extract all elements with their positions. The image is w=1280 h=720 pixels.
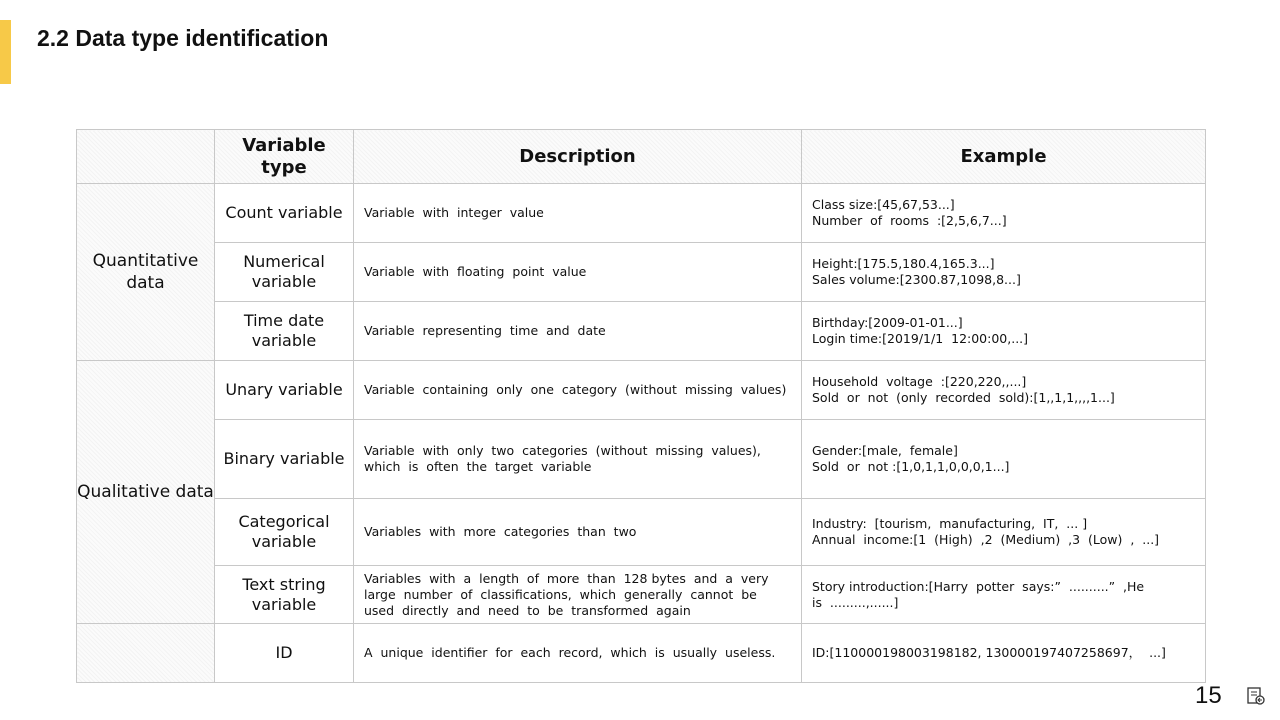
- table-row: [77, 420, 1206, 499]
- accent-bar: [0, 20, 11, 84]
- example-line: Gender:[male, female]: [812, 443, 958, 458]
- example-line: Class size:[45,67,53...]: [812, 197, 955, 212]
- description-cell: Variable with integer value: [354, 184, 802, 243]
- header-variable-type: Variable type: [215, 130, 354, 184]
- variable-type-cell: Time date variable: [215, 302, 354, 361]
- variable-type-cell: ID: [215, 624, 354, 683]
- example-cell: [802, 499, 1206, 566]
- variable-type-cell: Count variable: [215, 184, 354, 243]
- table-row: [77, 624, 1206, 683]
- group-cell: Qualitative data: [77, 361, 215, 624]
- description-cell: Variables with more categories than two: [354, 499, 802, 566]
- header-row: [77, 130, 1206, 184]
- example-cell: [802, 302, 1206, 361]
- example-cell: [802, 184, 1206, 243]
- example-line: Sold or not :[1,0,1,1,0,0,0,1...]: [812, 459, 1010, 474]
- description-cell: Variables with a length of more than 128 bytes and a very large number of classifications, which generally cannot be used directly and need to be transformed again: [354, 566, 802, 624]
- data-type-table: [76, 129, 1206, 683]
- description-cell: Variable representing time and date: [354, 302, 802, 361]
- description-cell: Variable with only two categories (without missing values), which is often the target variable: [354, 420, 802, 499]
- variable-type-cell: Numerical variable: [215, 243, 354, 302]
- variable-type-cell: Text string variable: [215, 566, 354, 624]
- slide-notes-icon[interactable]: [1246, 686, 1266, 706]
- example-line: Number of rooms :[2,5,6,7...]: [812, 213, 1007, 228]
- table-row: [77, 566, 1206, 624]
- table-row: [77, 184, 1206, 243]
- header-empty: [77, 130, 215, 184]
- example-line: Annual income:[1 (High) ,2 (Medium) ,3 (Low) , ...]: [812, 532, 1160, 547]
- description-cell: Variable with floating point value: [354, 243, 802, 302]
- variable-type-cell: Categorical variable: [215, 499, 354, 566]
- table-row: [77, 302, 1206, 361]
- variable-type-cell: Binary variable: [215, 420, 354, 499]
- example-line: Login time:[2019/1/1 12:00:00,...]: [812, 331, 1029, 346]
- description-cell: Variable containing only one category (without missing values): [354, 361, 802, 420]
- example-line: Story introduction:[Harry potter says:” ..........” ,He: [812, 578, 1145, 594]
- example-line: Sold or not (only recorded sold):[1,,1,1,,,,1...]: [812, 390, 1115, 405]
- description-cell: A unique identifier for each record, which is usually useless.: [354, 624, 802, 683]
- example-line: Height:[175.5,180.4,165.3...]: [812, 256, 995, 271]
- example-cell: [802, 243, 1206, 302]
- example-line: Household voltage :[220,220,,...]: [812, 374, 1027, 389]
- slide-title: 2.2 Data type identification: [37, 25, 329, 51]
- header-description: Description: [354, 130, 802, 184]
- example-cell: [802, 420, 1206, 499]
- example-line: Industry: [tourism, manufacturing, IT, ... ]: [812, 516, 1088, 531]
- example-line: Birthday:[2009-01-01...]: [812, 315, 963, 330]
- example-line: is .........,......]: [812, 594, 899, 610]
- example-cell: [802, 624, 1206, 683]
- page-number: 15: [1195, 682, 1222, 709]
- table-row: [77, 499, 1206, 566]
- variable-type-cell: Unary variable: [215, 361, 354, 420]
- header-example: Example: [802, 130, 1206, 184]
- table-row: [77, 243, 1206, 302]
- example-line: ID:[110000198003198182, 130000197407258697， ...]: [812, 645, 1166, 660]
- table-row: [77, 361, 1206, 420]
- example-cell: [802, 361, 1206, 420]
- example-line: Sales volume:[2300.87,1098,8...]: [812, 272, 1021, 287]
- group-cell: [77, 624, 215, 683]
- example-cell: [802, 566, 1206, 624]
- group-cell: Quantitative data: [77, 184, 215, 361]
